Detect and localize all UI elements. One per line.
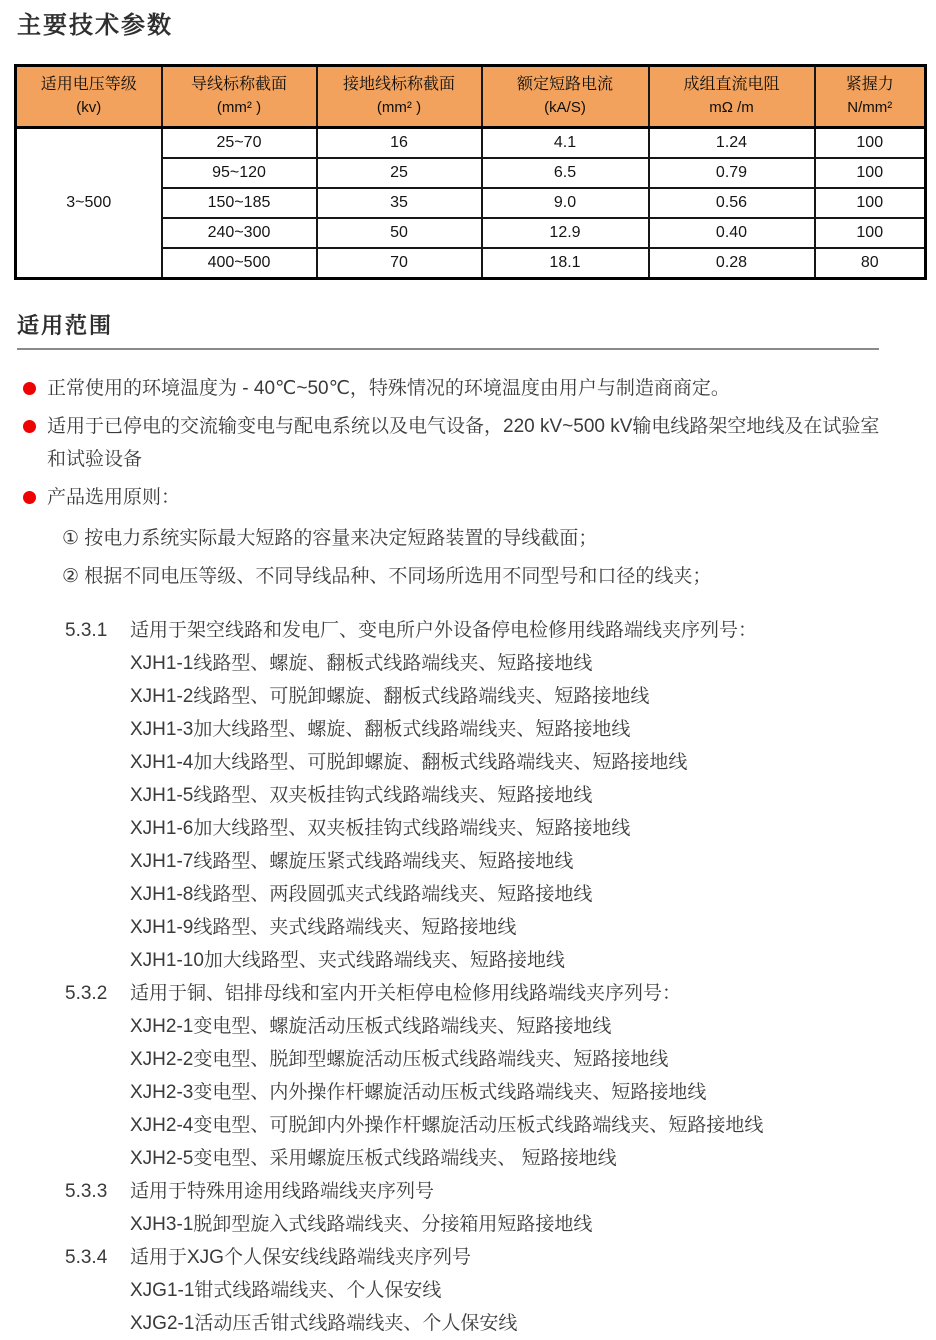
selection-principles xyxy=(62,526,924,590)
red-bullet-icon xyxy=(23,420,36,433)
series-section xyxy=(17,977,924,1175)
series-section-number: 5.3.4 xyxy=(65,1247,108,1268)
header-unit: (mm² ) xyxy=(376,99,422,116)
series-item-list xyxy=(17,1208,924,1241)
table-row xyxy=(16,128,926,159)
series-section-heading xyxy=(17,1175,924,1208)
table-cell: 95~120 xyxy=(162,158,317,188)
table-cell: 0.28 xyxy=(649,248,815,279)
series-section xyxy=(17,614,924,977)
table-header-row xyxy=(16,66,926,128)
series-section-title: 适用于XJG个人保安线线路端线夹序列号 xyxy=(130,1247,471,1268)
table-cell: 70 xyxy=(317,248,482,279)
table-cell: 400~500 xyxy=(162,248,317,279)
header-unit: (mm² ) xyxy=(216,99,262,116)
table-cell: 50 xyxy=(317,218,482,248)
table-cell: 100 xyxy=(815,158,926,188)
principle-item: ① 按电力系统实际最大短路的容量来决定短路装置的导线截面； xyxy=(62,528,598,549)
series-section-title: 适用于架空线路和发电厂、变电所户外设备停电检修用线路端线夹序列号： xyxy=(130,620,758,641)
bullet-text: 产品选用原则： xyxy=(47,487,181,508)
table-cell: 9.0 xyxy=(482,188,649,218)
table-cell: 150~185 xyxy=(162,188,317,218)
series-item: XJH1-1线路型、螺旋、翻板式线路端线夹、短路接地线 xyxy=(130,653,593,674)
series-item: XJH1-3加大线路型、螺旋、翻板式线路端线夹、短路接地线 xyxy=(130,719,631,740)
table-cell: 16 xyxy=(317,128,482,159)
table-cell: 25~70 xyxy=(162,128,317,159)
series-item: XJH2-5变电型、采用螺旋压板式线路端线夹、 短路接地线 xyxy=(130,1148,617,1169)
series-item: XJH1-7线路型、螺旋压紧式线路端线夹、短路接地线 xyxy=(130,851,574,872)
voltage-range-cell: 3~500 xyxy=(16,128,162,279)
table-header-cell xyxy=(482,66,649,128)
series-item-list xyxy=(17,1274,924,1340)
series-item: XJH1-4加大线路型、可脱卸螺旋、翻板式线路端线夹、短路接地线 xyxy=(130,752,688,773)
series-item: XJH1-10加大线路型、夹式线路端线夹、短路接地线 xyxy=(130,950,565,971)
series-item: XJH2-4变电型、可脱卸内外操作杆螺旋活动压板式线路端线夹、短路接地线 xyxy=(130,1115,764,1136)
series-item: XJG1-1钳式线路端线夹、个人保安线 xyxy=(130,1280,442,1301)
bullet-item xyxy=(17,410,924,476)
bullet-item xyxy=(17,481,924,514)
series-section-number: 5.3.1 xyxy=(65,620,108,641)
table-cell: 100 xyxy=(815,128,926,159)
header-label: 额定短路电流 xyxy=(516,76,613,93)
header-unit: N/mm² xyxy=(847,99,893,116)
page-title: 主要技术参数 xyxy=(17,12,173,39)
series-section xyxy=(17,1175,924,1241)
table-header-cell xyxy=(815,66,926,128)
table-cell: 0.40 xyxy=(649,218,815,248)
series-section-number: 5.3.3 xyxy=(65,1181,108,1202)
series-section-heading xyxy=(17,614,924,647)
series-section-heading xyxy=(17,977,924,1010)
series-section-title: 适用于特殊用途用线路端线夹序列号 xyxy=(130,1181,435,1202)
red-bullet-icon xyxy=(23,382,36,395)
tech-params-table xyxy=(14,64,927,280)
series-item-list xyxy=(17,1010,924,1175)
series-item: XJG2-1活动压舌钳式线路端线夹、个人保安线 xyxy=(130,1313,518,1334)
header-label: 成组直流电阻 xyxy=(683,76,780,93)
table-cell: 12.9 xyxy=(482,218,649,248)
header-label: 紧握力 xyxy=(845,76,894,93)
table-cell: 0.56 xyxy=(649,188,815,218)
series-item: XJH1-6加大线路型、双夹板挂钩式线路端线夹、短路接地线 xyxy=(130,818,631,839)
section-title-scope: 适用范围 xyxy=(17,314,879,350)
table-header-cell xyxy=(317,66,482,128)
series-item: XJH1-5线路型、双夹板挂钩式线路端线夹、短路接地线 xyxy=(130,785,593,806)
series-section-title: 适用于铜、铝排母线和室内开关柜停电检修用线路端线夹序列号： xyxy=(130,983,682,1004)
table-cell: 4.1 xyxy=(482,128,649,159)
principle-item: ② 根据不同电压等级、不同导线品种、不同场所选用不同型号和口径的线夹； xyxy=(62,566,712,587)
table-cell: 1.24 xyxy=(649,128,815,159)
table-cell: 25 xyxy=(317,158,482,188)
table-header-cell xyxy=(162,66,317,128)
table-cell: 18.1 xyxy=(482,248,649,279)
table-cell: 100 xyxy=(815,218,926,248)
bullet-item xyxy=(17,372,924,405)
series-item: XJH1-9线路型、夹式线路端线夹、短路接地线 xyxy=(130,917,517,938)
scope-bullet-list xyxy=(17,372,924,514)
header-unit: mΩ /m xyxy=(709,99,754,116)
header-unit: (kv) xyxy=(76,99,102,116)
table-header-cell xyxy=(16,66,162,128)
series-item: XJH2-2变电型、脱卸型螺旋活动压板式线路端线夹、短路接地线 xyxy=(130,1049,669,1070)
series-section-heading xyxy=(17,1241,924,1274)
header-unit: (kA/S) xyxy=(544,99,586,116)
bullet-text: 正常使用的环境温度为 - 40℃~50℃，特殊情况的环境温度由用户与制造商商定。 xyxy=(47,378,730,399)
table-cell: 80 xyxy=(815,248,926,279)
series-item: XJH1-8线路型、两段圆弧夹式线路端线夹、短路接地线 xyxy=(130,884,593,905)
header-label: 适用电压等级 xyxy=(40,76,137,93)
table-cell: 6.5 xyxy=(482,158,649,188)
header-label: 导线标称截面 xyxy=(190,76,287,93)
series-item: XJH2-1变电型、螺旋活动压板式线路端线夹、短路接地线 xyxy=(130,1016,612,1037)
bullet-text: 适用于已停电的交流输变电与配电系统以及电气设备，220 kV~500 kV输电线路架空地线及在试验室和试验设备 xyxy=(47,416,880,470)
series-item: XJH1-2线路型、可脱卸螺旋、翻板式线路端线夹、短路接地线 xyxy=(130,686,650,707)
series-sections xyxy=(17,614,924,1340)
header-label: 接地线标称截面 xyxy=(342,76,455,93)
table-cell: 100 xyxy=(815,188,926,218)
series-item: XJH3-1脱卸型旋入式线路端线夹、分接箱用短路接地线 xyxy=(130,1214,593,1235)
series-section xyxy=(17,1241,924,1340)
table-cell: 240~300 xyxy=(162,218,317,248)
series-item: XJH2-3变电型、内外操作杆螺旋活动压板式线路端线夹、短路接地线 xyxy=(130,1082,707,1103)
table-cell: 35 xyxy=(317,188,482,218)
table-header-cell xyxy=(649,66,815,128)
red-bullet-icon xyxy=(23,491,36,504)
series-item-list xyxy=(17,647,924,977)
series-section-number: 5.3.2 xyxy=(65,983,108,1004)
table-cell: 0.79 xyxy=(649,158,815,188)
